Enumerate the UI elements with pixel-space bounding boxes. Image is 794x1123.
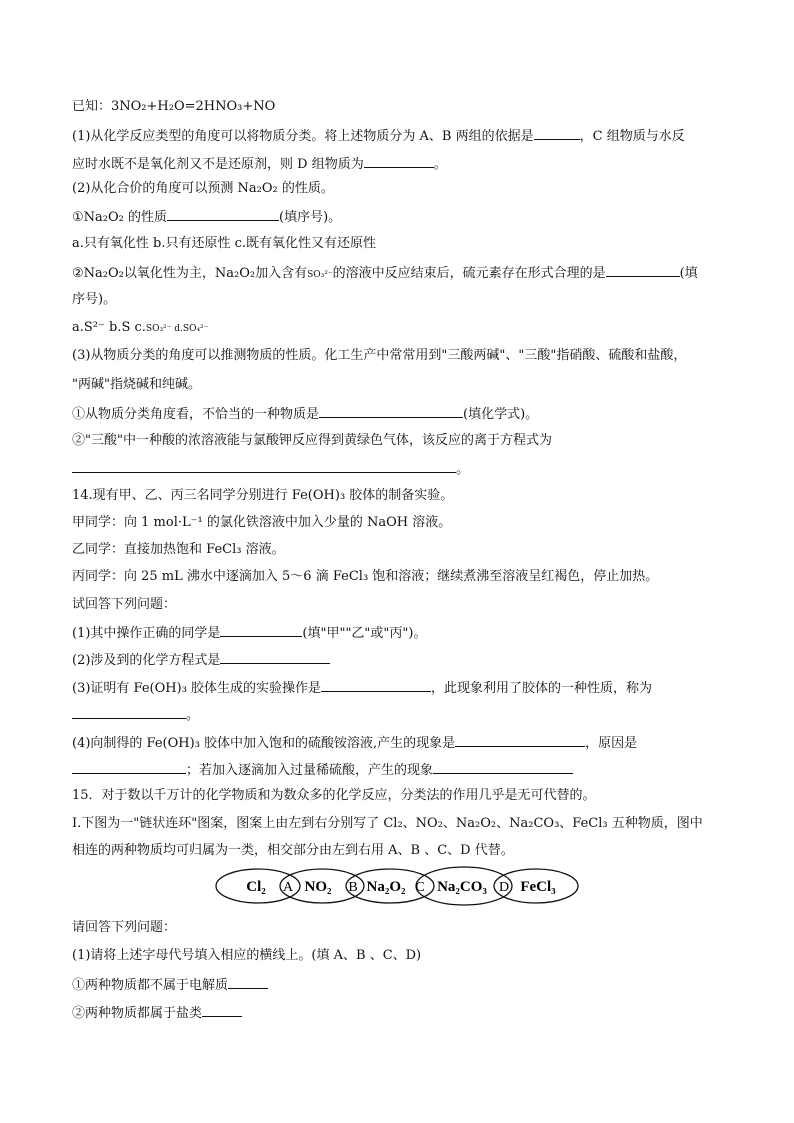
answer-blank[interactable] [433, 760, 573, 774]
q14-part1: (1)其中操作正确的同学是 (填"甲""乙"或"丙")。 [72, 623, 426, 643]
q14-part4-line1: (4)向制得的 Fe(OH)₃ 胶体中加入饱和的硫酸铵溶液,产生的现象是 ，原因是 [72, 733, 637, 753]
answer-blank[interactable] [534, 126, 580, 140]
answer-blank[interactable] [72, 760, 186, 774]
q13-part3-item1: ①从物质分类角度看，不恰当的一种物质是 (填化学式)。 [72, 404, 538, 424]
q13-part1-line2: 应时水既不是氧化剂又不是还原剂，则 D 组物质为 。 [72, 154, 447, 174]
q13-part3-line2: "两碱"指烧碱和纯碱。 [72, 377, 201, 392]
chain-letter-a: A [282, 880, 294, 895]
chain-ring-diagram [214, 866, 580, 906]
q15-ask: 请回答下列问题： [72, 920, 177, 935]
q14-part3-line2: 。 [72, 705, 199, 725]
q15-part1: (1)请将上述字母代号填入相应的横线上。(填 A、B 、C、D) [72, 948, 422, 963]
q14-student-jia: 甲同学：向 1 mol·L⁻¹ 的氯化铁溶液中加入少量的 NaOH 溶液。 [72, 515, 452, 530]
chain-item-no2: NO₂ [304, 879, 332, 895]
q14-student-bing: 丙同学：向 25 mL 沸水中逐滴加入 5～6 滴 FeCl₃ 饱和溶液；继续煮沸至溶液呈红褐色，停止加热。 [72, 569, 659, 584]
q13-part2-item2: ②Na₂O₂以氧化性为主，Na₂O₂加入含有SO₃²⁻的溶液中反应结束后，硫元素存在形式合理的是 (填 [72, 263, 698, 284]
q13-part2-options: a.只有氧化性 b.只有还原性 c.既有氧化性又有还原性 [72, 236, 377, 251]
answer-blank[interactable] [220, 650, 330, 664]
chain-svg [214, 866, 580, 906]
answer-blank[interactable] [228, 975, 268, 989]
chain-letter-c: C [415, 880, 425, 895]
answer-blank[interactable] [606, 263, 680, 277]
known-equation: 已知：3NO₂+H₂O=2HNO₃+NO [72, 99, 276, 114]
q14-student-yi: 乙同学：直接加热饱和 FeCl₃ 溶液。 [72, 542, 285, 557]
q14-title: 14.现有甲、乙、丙三名同学分别进行 Fe(OH)₃ 胶体的制备实验。 [72, 488, 454, 503]
chain-letter-b: B [348, 880, 358, 895]
answer-blank[interactable] [321, 678, 431, 692]
answer-blank[interactable] [72, 705, 186, 719]
q14-part4-line2: ；若加入逐滴加入过量稀硫酸，产生的现象 [72, 760, 573, 780]
answer-blank[interactable] [220, 623, 302, 637]
q13-part3-item2: ②"三酸"中一种酸的浓溶液能与氯酸钾反应得到黄绿色气体，该反应的离于方程式为 [72, 433, 552, 448]
q14-ask: 试回答下列问题： [72, 597, 177, 612]
q15-title: 15．对于数以千万计的化学物质和为数众多的化学反应，分类法的作用几乎是无可代替的。 [72, 788, 596, 803]
answer-blank[interactable] [72, 459, 456, 473]
q14-part3-line1: (3)证明有 Fe(OH)₃ 胶体生成的实验操作是 ，此现象利用了胶体的一种性质，称为 [72, 678, 652, 698]
answer-blank[interactable] [202, 1003, 242, 1017]
q13-part3-item2-blank: 。 [72, 459, 469, 479]
q13-part2-item2-options: a.S²⁻ b.S c.SO₃²⁻ d.SO₄²⁻ [72, 320, 209, 335]
chain-item-na2co3: Na₂CO₃ [437, 879, 487, 895]
q13-part2-item2-cont: 序号)。 [72, 292, 117, 307]
q13-part2: (2)从化合价的角度可以预测 Na₂O₂ 的性质。 [72, 181, 334, 196]
q14-part2: (2)涉及到的化学方程式是 [72, 650, 330, 670]
answer-blank[interactable] [455, 733, 585, 747]
q13-part3-line1: (3)从物质分类的角度可以推测物质的性质。化工生产中常常用到"三酸两碱"、"三酸"指硝酸、硫酸和盐酸， [72, 348, 687, 363]
answer-blank[interactable] [167, 207, 279, 221]
q13-part1-line1: (1)从化学反应类型的角度可以将物质分类。将上述物质分为 A、B 两组的依据是 ，C 组物质与水反 [72, 126, 685, 146]
answer-blank[interactable] [319, 404, 463, 418]
chain-item-na2o2: Na₂O₂ [366, 879, 406, 895]
chain-item-cl2: Cl₂ [246, 879, 266, 895]
answer-blank[interactable] [364, 154, 434, 168]
q13-part2-item1: ①Na₂O₂ 的性质 (填序号)。 [72, 207, 341, 227]
q15-part1-item2: ②两种物质都属于盐类 [72, 1003, 242, 1023]
q15-intro-line1: Ⅰ.下图为一"链状连环"图案，图案上由左到右分别写了 Cl₂、NO₂、Na₂O₂、Na₂CO₃、FeCl₃ 五种物质，图中 [72, 816, 703, 831]
chain-item-fecl3: FeCl₃ [520, 879, 556, 895]
q15-intro-line2: 相连的两种物质均可归属为一类，相交部分由左到右用 A、B 、C、D 代替。 [72, 843, 514, 858]
chain-letter-d: D [498, 880, 510, 895]
q15-part1-item1: ①两种物质都不属于电解质 [72, 975, 268, 995]
